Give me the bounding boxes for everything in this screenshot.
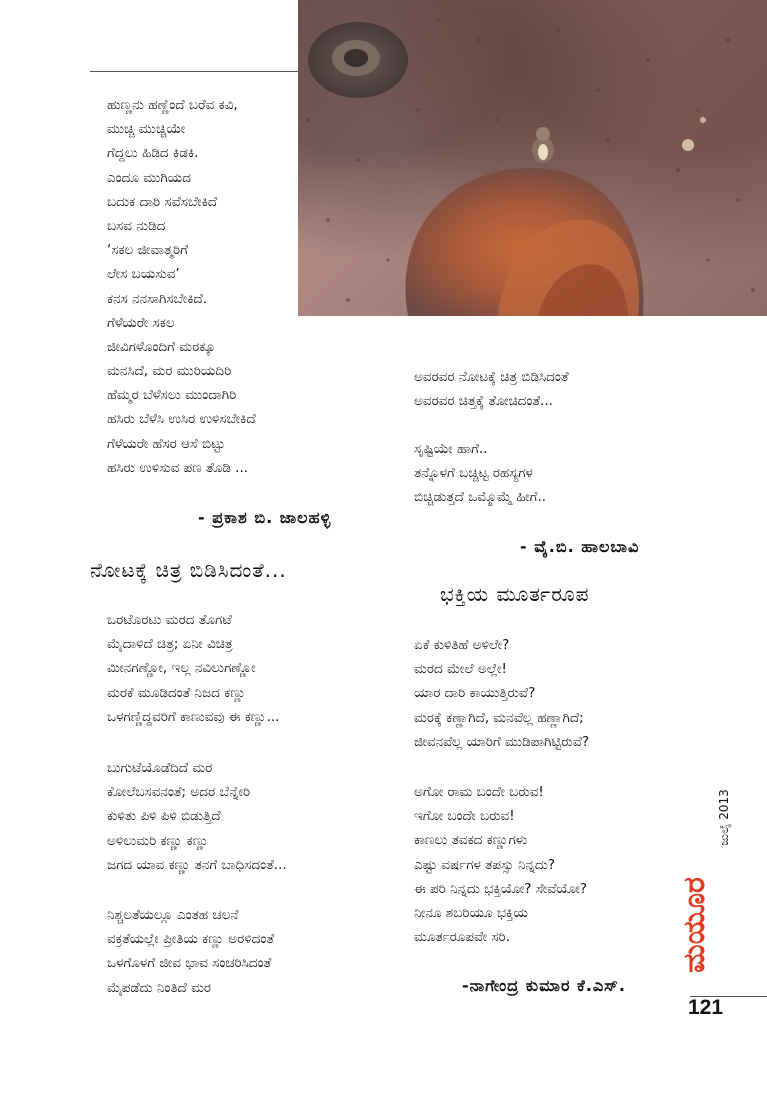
poem-2-stanza-5 <box>414 437 546 510</box>
poem-line: ಯಾರ ದಾರಿ ಕಾಯುತ್ತಿರುವೆ? <box>414 685 536 702</box>
poem-line: ಗೆದ್ದಲು ಹಿಡಿದ ಕಿಡಕಿ. <box>107 145 199 162</box>
poem-line: ಮರದ ಮೇಲೆ ಅಲ್ಲೇ! <box>414 661 507 678</box>
poem-1-author: - ಪ್ರಕಾಶ ಬಿ. ಜಾಲಹಳ್ಳಿ <box>198 508 332 527</box>
poem-line: ಕುಳಿತು ಪಿಳಿ ಪಿಳಿ ಬಿಡುತ್ತಿದೆ <box>107 808 221 825</box>
poem-line: ಹಸಿರು ಬೆಳೆಸಿ ಉಸಿರ ಉಳಿಸಬೇಕಿದೆ <box>107 411 256 428</box>
poem-line: ಕೋಲೆಬಸವನಂತೆ; ಅದರ ಬೆನ್ನೇರಿ <box>107 784 251 801</box>
poem-3-stanza-1 <box>414 633 589 754</box>
poem-line: ಹುಣ್ಣನು ಹಣ್ಣೆಂದೆ ಬರೆವ ಕವಿ, <box>107 97 238 113</box>
poem-3-stanza-2 <box>414 780 587 949</box>
magazine-masthead: ಮಯೂರ <box>676 877 712 973</box>
poem-line: ಮೈಪಡೆದು ನಿಂತಿದೆ ಮರ <box>107 979 212 996</box>
poem-line: ಒಳಗೊಳಗೆ ಜೀವ ಭಾವ ಸಂಚರಿಸಿದಂತೆ <box>107 955 272 972</box>
poem-line: ಒಳಗಣ್ಣಿದ್ದವರಿಗೆ ಕಾಣುವವು ಈ ಕಣ್ಣು... <box>107 708 280 725</box>
poem-line: ಬಿಚ್ಚಿಡುತ್ತದೆ ಒಮ್ಮೊಮ್ಮೆ ಹೀಗೆ.. <box>414 489 547 506</box>
squirrel-icon <box>532 127 554 163</box>
poem-line: ನಿಶ್ಚಲತೆಯಲ್ಲೂ ಎಂತಹ ಚಲನೆ <box>107 907 239 923</box>
poem-line: ಈ ಪರಿ ನಿನ್ನದು ಭಕ್ತಿಯೋ? ಸೇವೆಯೋ? <box>414 880 588 897</box>
poem-line: ವಕ್ರತೆಯಲ್ಲೇ ಪ್ರೀತಿಯ ಕಣ್ಣು ಅರಳಿದಂತೆ <box>107 931 275 948</box>
poem-line: ಹಸಿರು ಉಳಿಸುವ ಪಣ ತೊಡಿ ... <box>107 459 249 476</box>
poem-line: ಅಗೋ ರಾಮ ಬಂದೇ ಬರುವ! <box>414 784 544 800</box>
poem-3-author: -ನಾಗೇಂದ್ರ ಕುಮಾರ ಕೆ.ಎಸ್. <box>462 976 626 995</box>
poem-line: ಕನಸ ನನಸಾಗಿಸಬೇಕಿದೆ. <box>107 290 208 307</box>
poem-line: ಎಂದೂ ಮುಗಿಯದ <box>107 169 191 186</box>
poem-line: ಒರಟೊರಟು ಮರದ ತೊಗಟೆ <box>107 612 232 628</box>
poem-line: ‘ಸಕಲ ಜೀವಾತ್ಮರಿಗೆ <box>107 242 188 259</box>
poem-line: ಅವರವರ ಚಿತ್ತಕ್ಕೆ ತೋಚಿದಂತೆ... <box>414 393 553 410</box>
poem-line: ಮುಚ್ಚಿ ಮುಚ್ಚಿಯೇ <box>107 121 186 138</box>
poem-line: ಸೃಷ್ಟಿಯೇ ಹಾಗೆ.. <box>414 441 488 457</box>
poem-line: ಜೀವನವೆಲ್ಲ ಯಾರಿಗೆ ಮುಡಿಪಾಗಿಟ್ಟಿರುವೆ? <box>414 733 590 750</box>
poem-line: ತನ್ನೊಳಗೆ ಬಚ್ಚಿಟ್ಟ ರಹಸ್ಯಗಳ <box>414 465 533 482</box>
issue-date: ಜುಲೈ 2013 <box>716 789 731 846</box>
poem-2-stanza-3 <box>107 903 274 1000</box>
poem-line: ಜಗದ ಯಾವ ಕಣ್ಣು ತನಗೆ ಬಾಧಿಸದಂತೆ... <box>107 856 287 873</box>
poem-line: ಹೆಮ್ಮರ ಬೆಳೆಸಲು ಮುಂದಾಗಿರಿ <box>107 387 237 404</box>
poem-line: ಬುಗುಟೆಯೊಡೆದಿದೆ ಮರ <box>107 760 213 776</box>
poem-2-title: ನೋಟಕ್ಕೆ ಚಿತ್ರ ಬಿಡಿಸಿದಂತೆ... <box>90 558 287 582</box>
poem-line: ಮೂರ್ತರೂಪವೇ ಸರಿ. <box>414 929 510 946</box>
poem-line: ಗೆಳೆಯರೇ ಹೆಸರ ಆಸೆ ಬಿಟ್ಟು <box>107 435 226 452</box>
poem-3-title: ಭಕ್ತಿಯ ಮೂರ್ತರೂಪ <box>440 582 590 606</box>
poem-line: ಇಗೋ ಬಂದೇ ಬರುವ! <box>414 808 515 825</box>
poem-line: ಮೀನಗಣ್ಣೋ, ಇಲ್ಲ ನವಿಲುಗಣ್ಣೋ <box>107 660 256 677</box>
poem-line: ಗೆಳೆಯರೇ ಸಕಲ <box>107 314 175 331</box>
poem-line: ಅವರವರ ನೋಟಕ್ಕೆ ಚಿತ್ರ ಬಿಡಿಸಿದಂತೆ <box>414 369 569 385</box>
top-divider <box>90 71 298 72</box>
poem-line: ಬಸವ ನುಡಿದ <box>107 217 166 234</box>
poem-line: ಎಷ್ಟು ವರ್ಷಗಳ ತಪಸ್ಸು ನಿನ್ನದು? <box>414 856 556 873</box>
poem-1 <box>107 93 256 480</box>
poem-line: ಬದುಕ ದಾರಿ ಸವೆಸಬೇಕಿದೆ <box>107 193 218 210</box>
poem-line: ಲೇಸ ಬಯಸುವ’ <box>107 266 180 283</box>
poem-line: ಏಕೆ ಕುಳಿತಿಹೆ ಅಳಿಲೇ? <box>414 637 510 653</box>
poem-line: ನೀನೂ ಶಬರಿಯೂ ಭಕ್ತಿಯ <box>414 904 528 921</box>
poem-line: ಅಳಿಲುಮರಿ ಕಣ್ಣು ಕಣ್ಣು <box>107 832 209 849</box>
poem-line: ಜೀವಿಗಳೊಂದಿಗೆ ಮರಕ್ಕೂ <box>107 338 216 355</box>
poem-line: ಕಾಣಲು ತವಕದ ಕಣ್ಣುಗಳು <box>414 832 528 849</box>
poem-2-stanza-1 <box>107 608 279 729</box>
poem-line: ಮರಕ್ಕೆ ಕಣ್ಣಾಗಿದೆ, ಮನವೆಲ್ಲ ಹಣ್ಣಾಗಿದೆ; <box>414 709 584 726</box>
poem-line: ಮೈದಾಳಿದೆ ಚಿತ್ರ; ಏನೀ ವಿಚಿತ್ರ <box>107 636 233 653</box>
poem-2-stanza-2 <box>107 756 287 877</box>
poem-2-author: - ವೈ.ಬಿ. ಹಾಲಬಾವಿ <box>520 537 640 556</box>
poem-2-stanza-4 <box>414 365 569 413</box>
tree-trunk-photo <box>298 0 767 316</box>
poem-line: ಮನಸಿದೆ, ಮರ ಮುರಿಯದಿರಿ <box>107 363 232 380</box>
page-number: 121 <box>688 996 724 1019</box>
tree-trunk-squirrel-illustration <box>298 0 767 316</box>
poem-line: ಮರಕೆ ಮೂಡಿದಂತೆ ನಿಜದ ಕಣ್ಣು <box>107 684 246 701</box>
